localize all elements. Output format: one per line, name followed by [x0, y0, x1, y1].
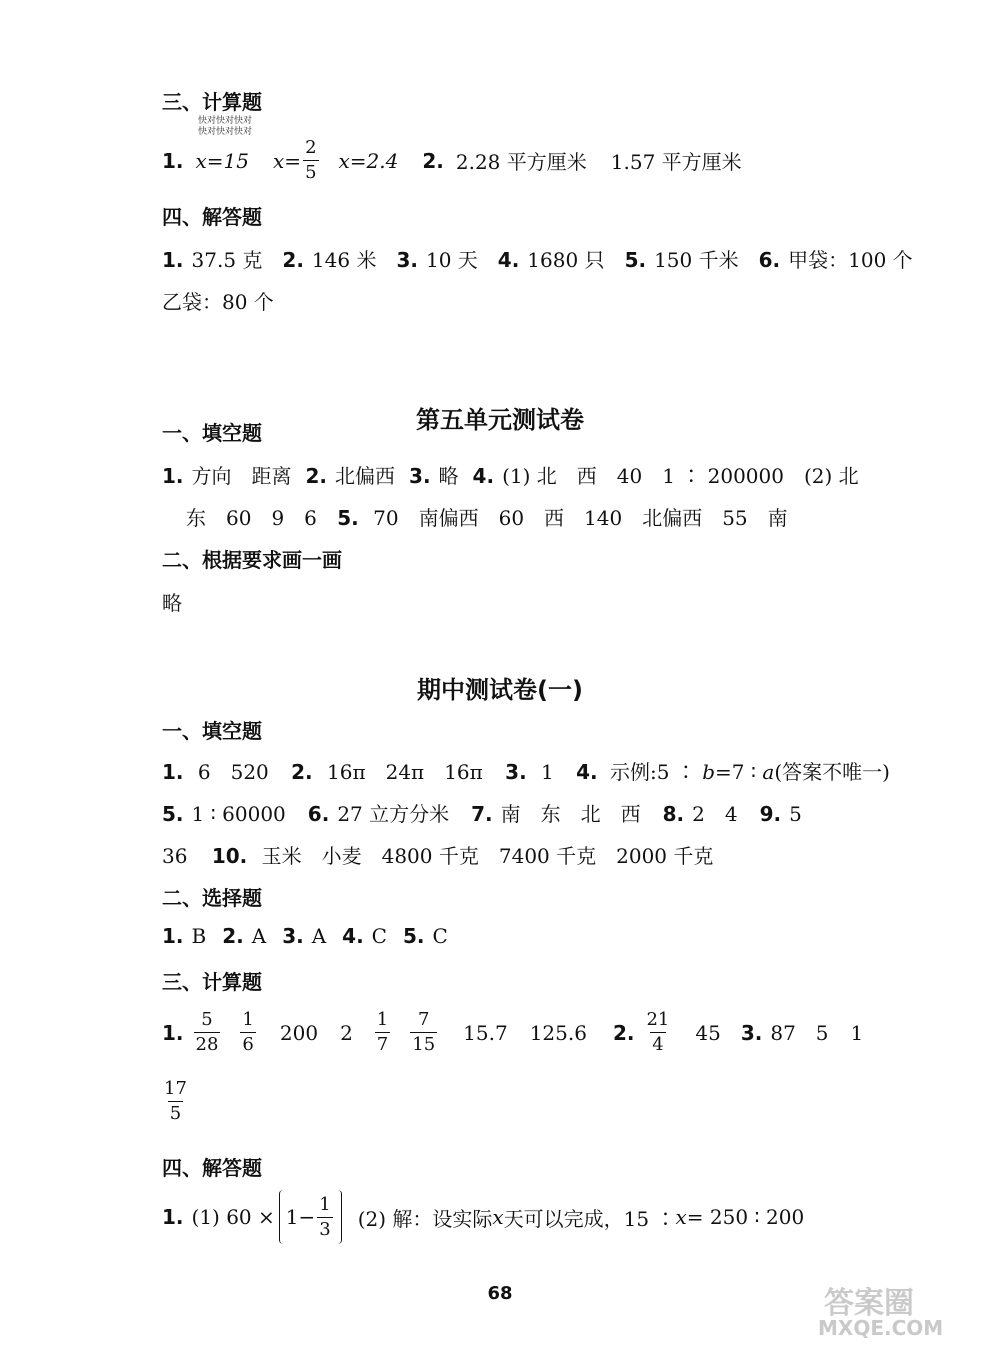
watermark-url: MXQE.COM — [818, 1316, 944, 1340]
answer-value: A — [251, 924, 267, 948]
item-number: 3. — [505, 760, 527, 784]
fill-answers-line-1 — [162, 460, 859, 489]
answer-value: 玉米 小麦 4800 千克 7400 千克 2000 千克 — [261, 844, 714, 868]
answer-value: 125.6 — [529, 1020, 587, 1045]
answer-value: 2 — [340, 1020, 353, 1045]
calc-answers-line-1 — [162, 1008, 863, 1057]
denominator: 7 — [376, 1034, 389, 1055]
numerator: 1 — [319, 1193, 331, 1215]
answer-value: C — [432, 924, 448, 948]
answer-value: x= — [273, 148, 302, 173]
item-number: 3. — [396, 248, 418, 272]
numerator: 5 — [201, 1009, 213, 1030]
item-number: 5. — [624, 248, 647, 272]
answer-value: 87 — [770, 1020, 796, 1045]
section-heading-choice: 二、选择题 — [162, 886, 262, 910]
answer-value: 5 — [815, 1020, 829, 1045]
answer-value: = 250 ∶ 200 — [686, 1205, 805, 1229]
denominator: 5 — [169, 1103, 182, 1124]
item-number: 6. — [758, 248, 781, 272]
page-number: 68 — [487, 1283, 513, 1304]
answer-value: 2 4 — [692, 802, 738, 826]
item-number: 1. — [162, 924, 184, 948]
variable: b — [702, 760, 715, 784]
denominator: 4 — [652, 1034, 664, 1055]
item-number: 5. — [402, 924, 425, 948]
answer-value: 200 — [279, 1020, 319, 1045]
answer-value: B — [191, 924, 207, 948]
item-number: 9. — [759, 802, 782, 826]
item-number: 2. — [305, 464, 328, 488]
numerator: 2 — [305, 137, 317, 158]
fraction — [303, 136, 318, 185]
numerator: 7 — [417, 1009, 430, 1030]
item-number: 2. — [422, 148, 444, 173]
fraction — [162, 1077, 189, 1126]
denominator: 5 — [305, 162, 317, 183]
item-number: 4. — [472, 464, 495, 488]
answer-value: 东 60 9 6 — [186, 506, 317, 530]
answer-value: 天可以完成，15 ∶ — [503, 1206, 676, 1231]
answer-value: 16π 24π 16π — [327, 760, 483, 784]
answer-value: (1) 60 × — [191, 1205, 275, 1229]
answer-value: (2) 解：设实际 — [357, 1206, 493, 1231]
fill-answers-line-3 — [162, 840, 713, 869]
solve-answers-line-1 — [162, 244, 913, 273]
denominator: 15 — [412, 1034, 436, 1055]
numerator: 17 — [164, 1078, 187, 1099]
answer-value: (1) 北 西 40 1 ∶ 200000 (2) 北 — [502, 464, 859, 488]
fraction — [644, 1008, 671, 1057]
section-heading-solve: 四、解答题 — [162, 1156, 262, 1180]
item-number: 2. — [282, 248, 304, 272]
item-number: 1. — [162, 1020, 184, 1045]
answer-value: 1680 只 — [527, 248, 605, 272]
calc-answers-line-2 — [152, 1077, 199, 1126]
variable: a — [762, 760, 775, 784]
item-number: 4. — [576, 760, 598, 784]
answer-value: C — [371, 924, 387, 948]
item-number: 1. — [162, 1205, 184, 1229]
answer-value: 36 — [162, 844, 188, 868]
variable: x — [492, 1205, 504, 1229]
choice-answers-line — [162, 924, 448, 948]
answer-value: 1 — [850, 1020, 864, 1045]
answer-value: x=15 — [195, 148, 250, 173]
variable: x — [675, 1205, 687, 1229]
section-heading-draw: 二、根据要求画一画 — [162, 548, 342, 572]
fill-answers-line-2 — [162, 798, 802, 827]
item-number: 3. — [740, 1020, 763, 1045]
answer-value: 示例:5 ∶ — [610, 760, 703, 784]
item-number: 4. — [342, 924, 364, 948]
answer-value: 南 东 北 西 — [500, 802, 641, 826]
item-number: 1. — [162, 760, 184, 784]
answer-value: 146 米 — [311, 248, 377, 272]
section-heading-fill: 一、填空题 — [162, 719, 262, 743]
item-number: 5. — [162, 802, 184, 826]
section-heading-fill: 一、填空题 — [162, 421, 262, 445]
item-number: 5. — [337, 506, 359, 530]
fraction — [240, 1008, 255, 1057]
item-number: 4. — [497, 248, 520, 272]
answer-value: 5 — [789, 802, 802, 826]
item-number: 2. — [291, 760, 313, 784]
bracket-expression — [279, 1190, 342, 1244]
answer-value: 1.57 平方厘米 — [610, 150, 742, 174]
answer-value: 方向 距离 — [191, 464, 292, 488]
answer-value: 北偏西 — [335, 464, 396, 488]
answer-value: 1− — [285, 1205, 316, 1229]
answer-value: 70 南偏西 60 西 140 北偏西 55 南 — [373, 506, 788, 530]
item-number: 7. — [471, 802, 493, 826]
numerator: 21 — [646, 1009, 670, 1030]
item-number: 8. — [662, 802, 685, 826]
solve-answers-line-1 — [162, 1190, 804, 1244]
stamp-text — [198, 116, 252, 138]
answer-value: 甲袋：100 个 — [788, 248, 913, 272]
item-number: 2. — [612, 1020, 635, 1045]
answer-value: 45 — [695, 1020, 721, 1045]
section-heading-calc: 三、计算题 — [162, 970, 262, 994]
fraction — [317, 1193, 332, 1242]
answer-value: 2.28 平方厘米 — [455, 150, 587, 174]
item-number: 1. — [162, 248, 184, 272]
answer-value: x=2.4 — [338, 148, 399, 173]
denominator: 3 — [319, 1218, 331, 1240]
answer-value: =7 ∶ — [715, 760, 763, 784]
answer-value: 6 520 — [197, 760, 269, 784]
answer-value: 10 天 — [425, 248, 478, 272]
item-number: 1. — [162, 148, 184, 173]
item-number: 6. — [307, 802, 330, 826]
answer-value: (答案不唯一) — [774, 760, 890, 784]
calc-answers-line — [162, 136, 742, 185]
section-title: 期中测试卷(一) — [417, 676, 583, 704]
section-title: 第五单元测试卷 — [416, 406, 584, 434]
fill-answers-line-2 — [186, 502, 788, 531]
fraction — [375, 1008, 390, 1057]
denominator: 6 — [242, 1034, 254, 1055]
answer-value: 37.5 克 — [191, 248, 263, 272]
numerator: 1 — [376, 1009, 389, 1030]
answer-value: 略 — [438, 464, 459, 488]
item-number: 1. — [162, 464, 184, 488]
item-number: 2. — [222, 924, 244, 948]
denominator: 28 — [195, 1034, 219, 1055]
fraction — [194, 1008, 221, 1057]
solve-answers-line-2: 乙袋：80 个 — [162, 290, 274, 314]
section-heading-calc: 三、计算题 — [162, 90, 262, 114]
answer-value: 15.7 — [463, 1020, 508, 1045]
stamp-line-2: 快对快对快对 — [198, 127, 253, 137]
answer-value: 1 ∶ 60000 — [191, 802, 286, 826]
item-number: 3. — [282, 924, 304, 948]
answer-value: A — [311, 924, 327, 948]
answer-value: 150 千米 — [654, 248, 739, 272]
section-heading-solve: 四、解答题 — [162, 205, 262, 229]
item-number: 3. — [409, 464, 431, 488]
answer-value: 27 立方分米 — [337, 802, 450, 826]
watermark-logo: 答案圈 — [824, 1286, 914, 1321]
numerator: 1 — [242, 1009, 254, 1030]
answer-value: 1 — [541, 760, 554, 784]
fill-answers-line-1 — [162, 756, 890, 785]
stamp-line-1: 快对快对快对 — [198, 116, 253, 126]
fraction — [410, 1008, 437, 1057]
item-number: 10. — [211, 844, 248, 868]
draw-answer: 略 — [162, 591, 182, 615]
